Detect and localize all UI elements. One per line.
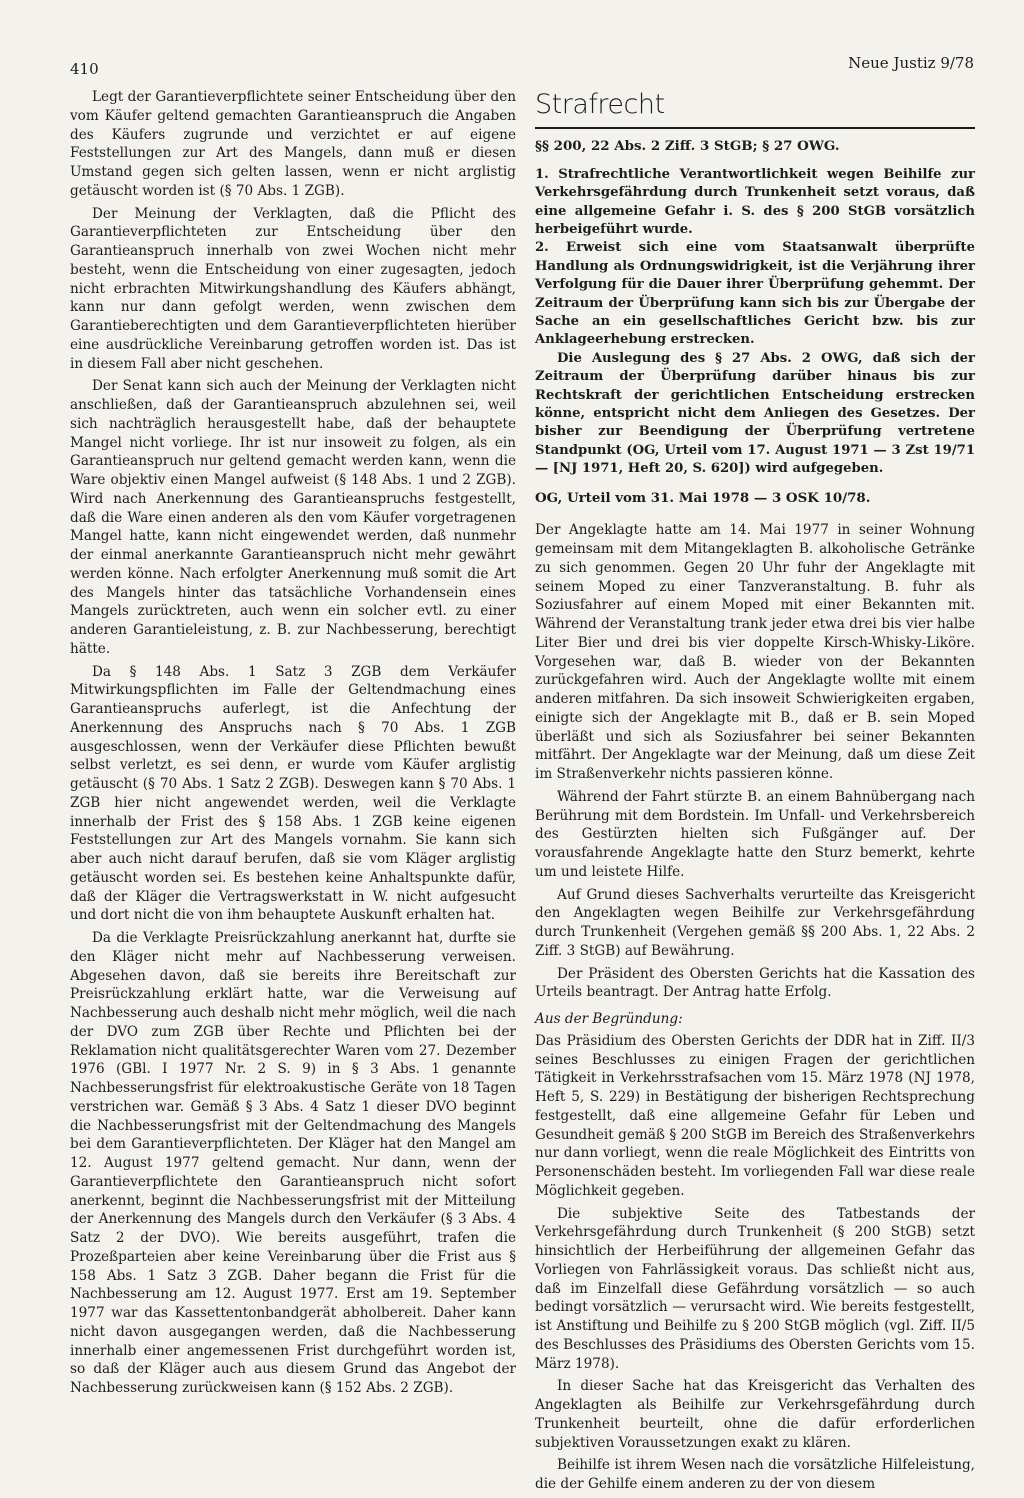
section-title: Strafrecht xyxy=(535,88,975,129)
reasoning-heading: Aus der Begründung: xyxy=(535,1011,683,1028)
paragraph: Auf Grund dieses Sachverhalts verurteilte das Kreisgericht den Angeklagten wegen Beihilfe zur Verkehrsgefährdung durch Trunkenheit (Vergehen gemäß §§ 200 Abs. 1, 22 Abs. 2 Ziff. 3 StGB) auf Bewährung. xyxy=(535,886,975,959)
paragraph: Legt der Garantieverpflichtete seiner Entscheidung über den vom Käufer geltend gemachten Garantieanspruch die Angaben des Käufers zugrunde und verzichtet er auf eigene Feststellungen zur Art des Mangels, dann muß er diesen Umstand gegen sich gelten lassen, wenn er nicht arglistig getäuscht worden ist (§ 70 Abs. 1 ZGB). xyxy=(70,89,516,199)
paragraph: Der Meinung der Verklagten, daß die Pflicht des Garantieverpflichteten zur Entscheidung über den Garantieanspruch innerhalb von zwei Wochen nicht mehr besteht, wenn die Entscheidung von einer zugesagten, jedoch nicht erbrachten Mitwirkungshandlung des Käufers abhängt, kann nur dann gefolgt werden, wenn zwischen dem Garantieberechtigten und dem Garantieverpflichteten hierüber eine ausdrückliche Vereinbarung getroffen worden ist. Das ist in diesem Fall aber nicht geschehen. xyxy=(70,205,516,372)
page-number: 410 xyxy=(70,60,99,78)
decision-reference: OG, Urteil vom 31. Mai 1978 — 3 OSK 10/78. xyxy=(535,489,871,506)
paragraph: In dieser Sache hat das Kreisgericht das Verhalten des Angeklagten als Beihilfe zur Verkehrsgefährdung durch Trunkenheit beurteilt, ohne die dafür erforderlichen subjektiven Voraussetzungen exakt zu klären. xyxy=(535,1378,975,1451)
right-column xyxy=(535,88,975,1498)
paragraph: Da § 148 Abs. 1 Satz 3 ZGB dem Verkäufer Mitwirkungspflichten im Falle der Geltendmachung eines Garantieanspruchs auferlegt, ist die Anfechtung der Anerkennung des Anspruchs nach § 70 Abs. 1 ZGB ausgeschlossen, wenn der Verkäufer diese Pflichten bewußt selbst verletzt, es sei denn, er wurde vom Käufer arglistig getäuscht (§ 70 Abs. 1 Satz 2 ZGB). Deswegen kann § 70 Abs. 1 ZGB hier nicht angewendet werden, weil die Verklagte innerhalb der Frist des § 158 Abs. 1 ZGB keine eigenen Feststellungen zur Art des Mangels vornahm. Sie kann sich aber auch nicht darauf berufen, daß sie vom Kläger arglistig getäuscht worden sei. Es bestehen keine Anhaltspunkte dafür, daß der Kläger die Vertragswerkstatt in W. nicht aufgesucht und dort nicht die von ihm behauptete Auskunft erhalten hat. xyxy=(70,663,516,924)
left-column xyxy=(70,88,516,1402)
paragraph: Der Präsident des Obersten Gerichts hat die Kassation des Urteils beantragt. Der Antrag hatte Erfolg. xyxy=(535,965,975,1001)
paragraph: Der Senat kann sich auch der Meinung der Verklagten nicht anschließen, daß der Garantieanspruch abzulehnen sei, weil sich nachträglich herausgestellt habe, daß der behauptete Mangel nicht vorliege. Ihr ist nur insoweit zu folgen, als ein Garantieanspruch nur geltend gemacht werden kann, wenn die Ware objektiv einen Mangel aufweist (§ 148 Abs. 1 und 2 ZGB). Wird nach Anerkennung des Garantieanspruchs festgestellt, daß die Ware einen anderen als den vom Käufer vorgetragenen Mangel hatte, kann nicht eingewendet werden, daß nunmehr der einmal anerkannte Garantieanspruch nicht mehr gewährt werden könne. Nach erfolgter Anerkennung muß somit die Art des Mangels hinter das tatsächliche Vorhandensein eines Mangels zurücktreten, auch wenn ein solcher evtl. zu einer anderen Garantieleistung, z. B. zur Nachbesserung, berechtigt hätte. xyxy=(70,378,516,657)
statute-reference: §§ 200, 22 Abs. 2 Ziff. 3 StGB; § 27 OWG. xyxy=(535,138,840,154)
paragraph: Während der Fahrt stürzte B. an einem Bahnübergang nach Berührung mit dem Bordstein. Im Unfall- und Verkehrsbereich des Gestürzten hielten sich Fußgänger auf. Der vorausfahrende Angeklagte hatte den Sturz bemerkt, kehrte um und leistete Hilfe. xyxy=(535,788,975,880)
paragraph: Die subjektive Seite des Tatbestands der Verkehrsgefährdung durch Trunkenheit (§ 200 StGB) setzt hinsichtlich der Herbeiführung der allgemeinen Gefahr das Vorliegen von Fahrlässigkeit voraus. Das schließt nicht aus, daß im Einzelfall diese Gefährdung vorsätzlich — so auch bedingt vorsätzlich — verursacht wird. Wie bereits festgestellt, ist Anstiftung und Beihilfe zu § 200 StGB möglich (vgl. Ziff. II/5 des Beschlusses des Präsidiums des Obersten Gerichts vom 15. März 1978). xyxy=(535,1205,975,1372)
headnote: 2. Erweist sich eine vom Staatsanwalt überprüfte Handlung als Ordnungswidrigkeit, ist die Verjährung ihrer Verfolgung für die Dauer ihrer Überprüfung gehemmt. Der Zeitraum der Überprüfung kann sich bis zur Übergabe der Sache an ein gesellschaftliches Gericht bzw. bis zur Anklageerhebung erstrecken. xyxy=(535,240,975,348)
headnote: Die Auslegung des § 27 Abs. 2 OWG, daß sich der Zeitraum der Überprüfung darüber hinaus bis zur Rechtskraft der gerichtlichen Entscheidung erstrecken könne, entspricht nicht dem Anliegen des Gesetzes. Der bisher zur Beendigung der Überprüfung vertretene Standpunkt (OG, Urteil vom 17. August 1971 — 3 Zst 19/71 — [NJ 1971, Heft 20, S. 620]) wird aufgegeben. xyxy=(535,350,975,477)
paragraph: Das Präsidium des Obersten Gerichts der DDR hat in Ziff. II/3 seines Beschlusses zu einigen Fragen der gerichtlichen Tätigkeit in Verkehrsstrafsachen vom 15. März 1978 (NJ 1978, Heft 5, S. 229) in Bestätigung der bisherigen Rechtsprechung festgestellt, daß eine allgemeine Gefahr für Leben und Gesundheit gemäß § 200 StGB im Bereich des Straßenverkehrs nur dann vorliegt, wenn die reale Möglichkeit des Eintritts von Personenschäden besteht. Im vorliegenden Fall war diese reale Möglichkeit gegeben. xyxy=(535,1032,975,1199)
headnote: 1. Strafrechtliche Verantwortlichkeit wegen Beihilfe zur Verkehrsgefährdung durch Trunkenheit setzt voraus, daß eine allgemeine Gefahr i. S. des § 200 StGB vorsätzlich herbeigeführt wurde. xyxy=(535,166,975,237)
paragraph: Beihilfe ist ihrem Wesen nach die vorsätzliche Hilfeleistung, die der Gehilfe einem anderen zu der von diesem xyxy=(535,1457,975,1493)
paragraph: Der Angeklagte hatte am 14. Mai 1977 in seiner Wohnung gemeinsam mit dem Mitangeklagten B. alkoholische Getränke zu sich genommen. Gegen 20 Uhr fuhr der Angeklagte mit seinem Moped zu einer Tanzveranstaltung. B. fuhr als Soziusfahrer auf einem Moped mit einer Bekannten mit. Während der Veranstaltung trank jeder etwa drei bis vier halbe Liter Bier und drei bis vier doppelte Kirsch-Whisky-Liköre. Vorgesehen war, daß B. wieder von der Bekannten zurückgefahren wird. Auch der Angeklagte wollte mit einem anderen mitfahren. Da sich insoweit Schwierigkeiten ergaben, einigte sich der Angeklagte mit B., daß er B. sein Moped überläßt und sich als Soziusfahrer bei seiner Bekannten mitfährt. Der Angeklagte war der Meinung, daß um diese Zeit im Straßenverkehr nichts passieren könne. xyxy=(535,522,975,783)
journal-reference: Neue Justiz 9/78 xyxy=(848,54,974,72)
paragraph: Da die Verklagte Preisrückzahlung anerkannt hat, durfte sie den Kläger nicht mehr auf Nachbesserung verweisen. Abgesehen davon, daß sie bereits ihre Bereitschaft zur Preisrückzahlung erklärt hatte, war die Verweisung auf Nachbesserung auch deshalb nicht mehr möglich, weil die nach der DVO zum ZGB über Rechte und Pflichten bei der Reklamation nicht qualitätsgerechter Waren vom 27. Dezember 1976 (GBl. I 1977 Nr. 2 S. 9) in § 3 Abs. 1 genannte Nachbesserungsfrist für elektroakustische Geräte von 18 Tagen verstrichen war. Gemäß § 3 Abs. 4 Satz 1 dieser DVO beginnt die Nachbesserungsfrist mit der Geltendmachung des Mangels bei dem Garantieverpflichteten. Der Kläger hat den Mangel am 12. August 1977 geltend gemacht. Nur dann, wenn der Garantieverpflichtete den Garantieanspruch nicht sofort anerkennt, beginnt die Nachbesserungsfrist mit der Mitteilung der Anerkennung des Mangels durch den Verkäufer (§ 3 Abs. 4 Satz 2 der DVO). Wie bereits ausgeführt, trafen die Prozeßparteien aber keine Vereinbarung über die Frist aus § 158 Abs. 1 Satz 3 ZGB. Daher begann die Frist für die Nachbesserung am 12. August 1977. Erst am 19. September 1977 war das Kassettentonbandgerät abholbereit. Daher kann nicht davon ausgegangen werden, daß die Nachbesserung innerhalb einer angemessenen Frist durchgeführt worden ist, so daß der Kläger auch aus diesem Grund das Angebot der Nachbesserung zurückweisen kann (§ 152 Abs. 2 ZGB). xyxy=(70,930,516,1396)
